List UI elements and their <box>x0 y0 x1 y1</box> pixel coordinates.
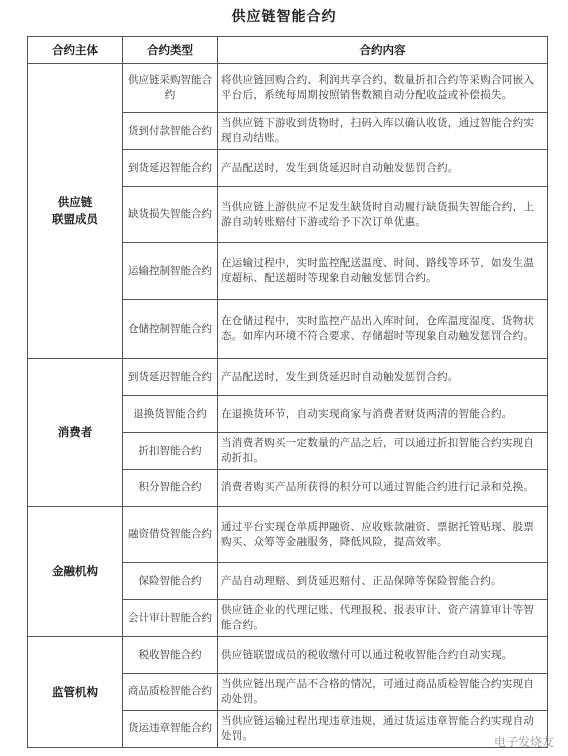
subject-cell: 监管机构 <box>28 637 123 748</box>
watermark: 电子发烧友 <box>493 735 554 749</box>
contract-content-cell: 当供应链运输过程出现违章违规，通过货运违章智能合约实现自动处罚。 <box>218 710 548 747</box>
page-title: 供应链智能合约 <box>231 9 337 25</box>
subject-cell: 金融机构 <box>28 506 123 636</box>
subject-label: 供应链 联盟成员 <box>52 195 98 227</box>
contract-type-cell: 仓储控制智能合约 <box>123 299 218 358</box>
subject-cell <box>28 64 123 359</box>
contract-type-cell: 融资借贷智能合约 <box>123 506 218 562</box>
contract-content-cell: 当供应链上游供应不足发生缺货时自动履行缺货损失智能合约，上游自动转账赔付下游或给予下次订单优惠。 <box>218 187 548 243</box>
contract-content-cell: 当供应链出现产品不合格的情况，可通过商品质检智能合约实现自动处罚。 <box>218 674 548 711</box>
header-type: 合约类型 <box>123 37 218 64</box>
contract-type-cell: 供应链采购智能合约 <box>123 64 218 113</box>
table-row <box>28 64 548 113</box>
contract-type-cell: 积分智能合约 <box>123 470 218 507</box>
smart-contract-table <box>27 36 548 748</box>
contract-type-cell: 货到付款智能合约 <box>123 113 218 150</box>
header-content: 合约内容 <box>218 37 548 64</box>
contract-content-cell: 在运输过程中，实时监控配送温度、时间、路线等环节，如发生温度超标、配送超时等现象自动触发惩罚合约。 <box>218 243 548 299</box>
table-row <box>28 359 548 396</box>
contract-content-cell: 当供应链下游收到货物时，扫码入库以确认收货，通过智能合约实现自动结账。 <box>218 113 548 150</box>
header-subject: 合约主体 <box>28 37 123 64</box>
contract-content-cell: 在退换货环节，自动实现商家与消费者财货两清的智能合约。 <box>218 396 548 433</box>
contract-type-cell: 缺货损失智能合约 <box>123 187 218 243</box>
contract-type-cell: 运输控制智能合约 <box>123 243 218 299</box>
contract-content-cell: 产品配送时，发生到货延迟时自动触发惩罚合约。 <box>218 150 548 187</box>
contract-content-cell: 消费者购买产品所获得的积分可以通过智能合约进行记录和兑换。 <box>218 470 548 507</box>
contract-type-cell: 商品质检智能合约 <box>123 674 218 711</box>
contract-content-cell: 在仓储过程中，实时监控产品出入库时间，仓库温度湿度、货物状态。如库内环境不符合要求、存储超时等现象自动触发惩罚合约。 <box>218 299 548 358</box>
contract-content-cell: 当消费者购买一定数量的产品之后，可以通过折扣智能合约实现自动折扣。 <box>218 433 548 470</box>
contract-content-cell: 供应链联盟成员的税收缴付可以通过税收智能合约自动实现。 <box>218 637 548 674</box>
contract-content-cell: 供应链企业的代理记账、代理报税、报表审计、资产清算审计等智能合约。 <box>218 600 548 637</box>
contract-type-cell: 税收智能合约 <box>123 637 218 674</box>
contract-content-cell: 产品自动理赔、到货延迟赔付、正品保障等保险智能合约。 <box>218 563 548 600</box>
subject-cell: 消费者 <box>28 359 123 507</box>
contract-type-cell: 货运违章智能合约 <box>123 710 218 747</box>
contract-type-cell: 保险智能合约 <box>123 563 218 600</box>
table-header-row <box>28 37 548 64</box>
contract-type-cell: 到货延迟智能合约 <box>123 150 218 187</box>
contract-content-cell: 产品配送时，发生到货延迟时自动触发惩罚合约。 <box>218 359 548 396</box>
table-row <box>28 637 548 674</box>
contract-content-cell: 将供应链回购合约、利润共享合约、数量折扣合约等采购合同嵌入平台后，系统每周期按照销售数额自动分配收益或补偿损失。 <box>218 64 548 113</box>
contract-type-cell: 折扣智能合约 <box>123 433 218 470</box>
contract-type-cell: 退换货智能合约 <box>123 396 218 433</box>
contract-type-cell: 会计审计智能合约 <box>123 600 218 637</box>
contract-content-cell: 通过平台实现仓单质押融资、应收账款融资、票据托管贴现、股票购买、众筹等金融服务，降低风险，提高效率。 <box>218 506 548 562</box>
table-row <box>28 506 548 562</box>
contract-type-cell: 到货延迟智能合约 <box>123 359 218 396</box>
